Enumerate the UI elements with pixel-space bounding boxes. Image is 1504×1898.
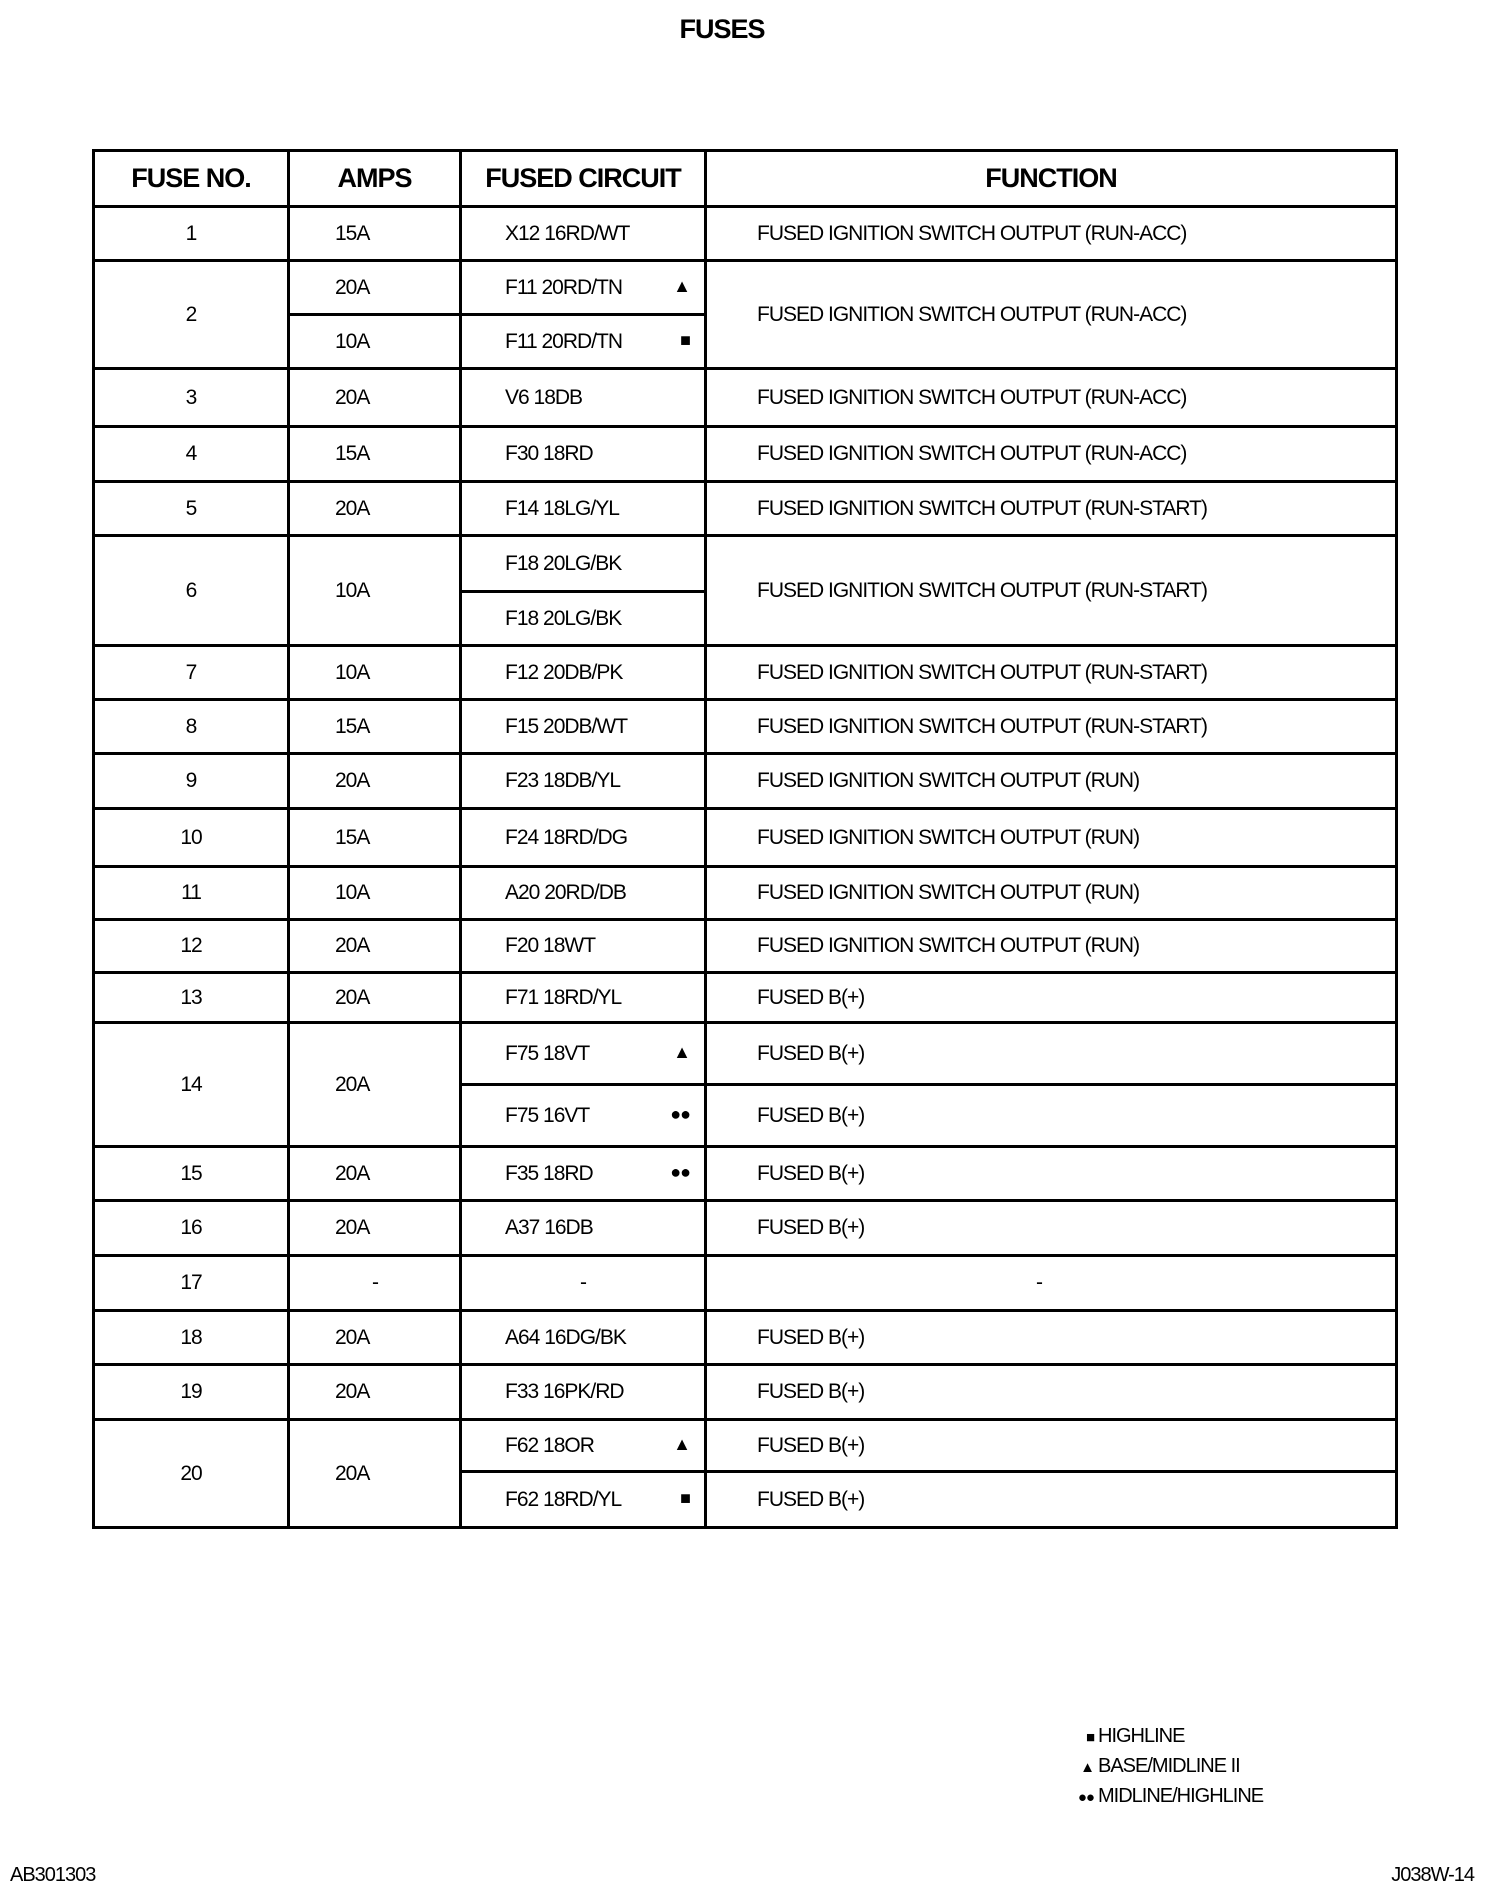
fuse-number: 19 (94, 1365, 289, 1420)
table-row (94, 809, 1397, 867)
function-cell: FUSED B(+) (706, 973, 1397, 1023)
circuit-text: F20 18WT (505, 934, 596, 957)
function-cell: FUSED B(+) (706, 1420, 1397, 1472)
fuse-number: 9 (94, 754, 289, 809)
triangle-marker-icon: ▲ (673, 1433, 690, 1454)
fuse-number: 17 (94, 1256, 289, 1311)
fuse-number: 10 (94, 809, 289, 867)
amps-cell: 20A (289, 1420, 461, 1528)
circuit-cell (461, 1311, 706, 1365)
function-cell: FUSED IGNITION SWITCH OUTPUT (RUN) (706, 867, 1397, 920)
document-code-left: AB301303 (10, 1864, 96, 1886)
fuse-number: 2 (94, 261, 289, 369)
triangle-marker-icon: ▲ (673, 1041, 690, 1062)
fuse-number: 12 (94, 920, 289, 973)
amps-cell: 20A (289, 1201, 461, 1256)
circuit-text: F15 20DB/WT (505, 714, 628, 738)
table-row (94, 427, 1397, 482)
circuit-cell (461, 1472, 706, 1528)
circuit-text: A20 20RD/DB (505, 881, 626, 904)
fuse-number: 1 (94, 207, 289, 261)
circuit-text: F14 18LG/YL (505, 496, 619, 520)
circuit-cell: - (461, 1256, 706, 1311)
circuit-cell (461, 1365, 706, 1420)
square-icon: ■ (1085, 1729, 1094, 1746)
circuit-text: V6 18DB (505, 385, 583, 409)
amps-cell: 20A (289, 973, 461, 1023)
circuit-text: F62 18RD/YL (505, 1487, 622, 1511)
amps-cell: 15A (289, 207, 461, 261)
amps-cell: 10A (289, 646, 461, 700)
fuse-number: 7 (94, 646, 289, 700)
function-cell: FUSED IGNITION SWITCH OUTPUT (RUN-START) (706, 700, 1397, 754)
function-cell: FUSED IGNITION SWITCH OUTPUT (RUN-START) (706, 536, 1397, 646)
circuit-cell (461, 1201, 706, 1256)
circuit-text: F11 20RD/TN (505, 275, 622, 299)
table-row (94, 482, 1397, 536)
function-cell: FUSED B(+) (706, 1365, 1397, 1420)
table-row (94, 1365, 1397, 1420)
function-cell: FUSED IGNITION SWITCH OUTPUT (RUN-ACC) (706, 261, 1397, 369)
table-row (94, 1023, 1397, 1085)
function-cell: FUSED IGNITION SWITCH OUTPUT (RUN-ACC) (706, 369, 1397, 427)
circuit-text: F18 20LG/BK (505, 551, 622, 575)
table-row (94, 1256, 1397, 1311)
double-dot-marker-icon: ●● (670, 1161, 690, 1182)
amps-cell: 20A (289, 754, 461, 809)
circuit-text: F75 16VT (505, 1103, 590, 1127)
amps-cell: 20A (289, 1365, 461, 1420)
circuit-text: F75 18VT (505, 1041, 590, 1065)
amps-cell: - (289, 1256, 461, 1311)
function-cell: FUSED B(+) (706, 1201, 1397, 1256)
amps-cell: 20A (289, 1311, 461, 1365)
table-row (94, 700, 1397, 754)
function-cell: FUSED IGNITION SWITCH OUTPUT (RUN-ACC) (706, 427, 1397, 482)
legend-item (1056, 1782, 1263, 1812)
legend-item (1056, 1722, 1263, 1752)
fuse-number: 6 (94, 536, 289, 646)
double-dot-icon: ●● (1077, 1789, 1094, 1806)
circuit-text: F11 20RD/TN (505, 329, 622, 353)
table-row (94, 1420, 1397, 1472)
circuit-cell (461, 592, 706, 646)
fuse-number: 11 (94, 867, 289, 920)
circuit-cell (461, 1147, 706, 1201)
function-cell: FUSED B(+) (706, 1023, 1397, 1085)
page-title: FUSES (679, 14, 765, 44)
amps-cell: 15A (289, 700, 461, 754)
triangle-marker-icon: ▲ (673, 275, 690, 296)
function-cell: FUSED IGNITION SWITCH OUTPUT (RUN) (706, 920, 1397, 973)
circuit-text: F71 18RD/YL (505, 985, 622, 1009)
table-row (94, 973, 1397, 1023)
amps-cell: 20A (289, 920, 461, 973)
circuit-cell (461, 261, 706, 315)
circuit-text: F18 20LG/BK (505, 606, 622, 630)
circuit-cell (461, 646, 706, 700)
fuse-number: 18 (94, 1311, 289, 1365)
header-fused-circuit: FUSED CIRCUIT (461, 151, 706, 207)
amps-cell: 15A (289, 809, 461, 867)
function-cell: FUSED B(+) (706, 1311, 1397, 1365)
circuit-cell (461, 973, 706, 1023)
circuit-text: F23 18DB/YL (505, 769, 621, 792)
circuit-cell (461, 315, 706, 369)
amps-cell: 20A (289, 1023, 461, 1147)
table-row (94, 920, 1397, 973)
circuit-cell (461, 809, 706, 867)
function-cell: FUSED B(+) (706, 1147, 1397, 1201)
function-cell: FUSED B(+) (706, 1085, 1397, 1147)
double-dot-marker-icon: ●● (670, 1103, 690, 1124)
circuit-cell (461, 427, 706, 482)
table-row (94, 1201, 1397, 1256)
circuit-text: A37 16DB (505, 1216, 593, 1239)
function-cell: FUSED IGNITION SWITCH OUTPUT (RUN) (706, 754, 1397, 809)
circuit-cell (461, 369, 706, 427)
triangle-icon: ▲ (1080, 1759, 1094, 1776)
legend-label: MIDLINE/HIGHLINE (1098, 1785, 1264, 1807)
circuit-text: F35 18RD (505, 1161, 593, 1185)
legend-label: BASE/MIDLINE II (1098, 1755, 1240, 1777)
header-amps: AMPS (289, 151, 461, 207)
square-marker-icon: ■ (680, 1487, 690, 1508)
circuit-cell (461, 1085, 706, 1147)
fuse-number: 8 (94, 700, 289, 754)
circuit-cell (461, 754, 706, 809)
table-row (94, 646, 1397, 700)
circuit-cell (461, 1023, 706, 1085)
function-cell: FUSED IGNITION SWITCH OUTPUT (RUN-START) (706, 646, 1397, 700)
amps-cell: 15A (289, 427, 461, 482)
fuse-number: 3 (94, 369, 289, 427)
function-cell: FUSED IGNITION SWITCH OUTPUT (RUN) (706, 809, 1397, 867)
fuse-table (92, 149, 1398, 1529)
header-function: FUNCTION (706, 151, 1397, 207)
circuit-cell (461, 482, 706, 536)
table-row (94, 1147, 1397, 1201)
fuse-number: 15 (94, 1147, 289, 1201)
circuit-text: F62 18OR (505, 1433, 594, 1457)
amps-cell: 20A (289, 369, 461, 427)
legend (1056, 1722, 1263, 1812)
circuit-cell (461, 536, 706, 592)
fuse-number: 14 (94, 1023, 289, 1147)
legend-label: HIGHLINE (1098, 1725, 1185, 1747)
amps-cell: 20A (289, 1147, 461, 1201)
fuse-number: 13 (94, 973, 289, 1023)
circuit-text: A64 16DG/BK (505, 1325, 626, 1349)
function-cell: - (706, 1256, 1397, 1311)
circuit-text: X12 16RD/WT (505, 221, 630, 245)
circuit-text: F12 20DB/PK (505, 660, 623, 684)
fuse-number: 4 (94, 427, 289, 482)
circuit-cell (461, 867, 706, 920)
circuit-text: F24 18RD/DG (505, 825, 628, 849)
table-row (94, 1311, 1397, 1365)
circuit-cell (461, 1420, 706, 1472)
circuit-cell (461, 207, 706, 261)
fuse-number: 16 (94, 1201, 289, 1256)
square-marker-icon: ■ (680, 329, 690, 350)
circuit-cell (461, 920, 706, 973)
fuse-number: 5 (94, 482, 289, 536)
table-row (94, 261, 1397, 315)
header-fuse-no: FUSE NO. (94, 151, 289, 207)
amps-cell: 10A (289, 536, 461, 646)
table-row (94, 867, 1397, 920)
table-row (94, 207, 1397, 261)
circuit-cell (461, 700, 706, 754)
function-cell: FUSED IGNITION SWITCH OUTPUT (RUN-ACC) (706, 207, 1397, 261)
document-code-right: J038W-14 (1391, 1864, 1474, 1886)
function-cell: FUSED B(+) (706, 1472, 1397, 1528)
fuse-number: 20 (94, 1420, 289, 1528)
amps-cell: 10A (289, 315, 461, 369)
header-row (94, 151, 1397, 207)
circuit-text: F30 18RD (505, 442, 593, 465)
function-cell: FUSED IGNITION SWITCH OUTPUT (RUN-START) (706, 482, 1397, 536)
amps-cell: 20A (289, 261, 461, 315)
circuit-text: F33 16PK/RD (505, 1380, 624, 1403)
legend-item (1056, 1752, 1263, 1782)
table-row (94, 536, 1397, 592)
table-row (94, 369, 1397, 427)
amps-cell: 10A (289, 867, 461, 920)
amps-cell: 20A (289, 482, 461, 536)
table-row (94, 754, 1397, 809)
